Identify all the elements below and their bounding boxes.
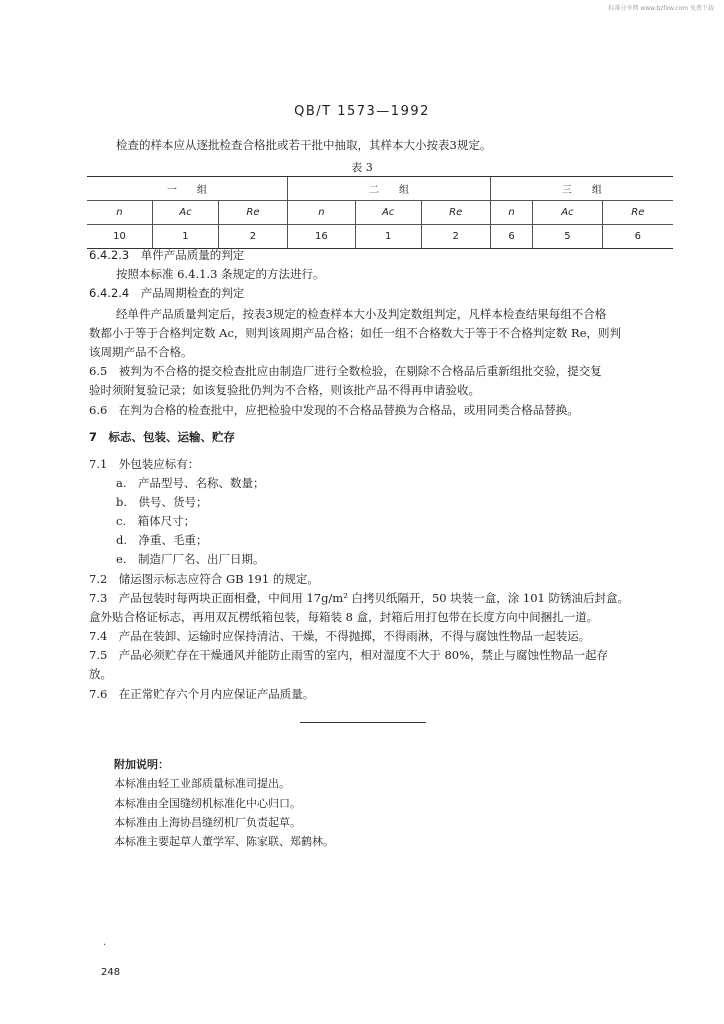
paragraph-line: 盒外贴合格证标志，再用双瓦楞纸箱包装，每箱装 8 盒，封箱后用打包带在长度方向中间捆扎一道。 <box>89 610 599 624</box>
table-cell: Re <box>218 201 287 225</box>
margin-mark: · <box>103 940 107 951</box>
table-cell: 2 <box>421 225 490 249</box>
table-cell: 10 <box>87 225 152 249</box>
note-line: 本标准由轻工业部质量标准司提出。 <box>114 777 290 790</box>
group-2-header: 二 组 <box>288 177 491 201</box>
paragraph-line: 该周期产品不合格。 <box>89 345 193 359</box>
list-item: e. 制造厂厂名、出厂日期。 <box>116 552 265 566</box>
additional-notes-heading: 附加说明： <box>114 758 169 771</box>
section-7-1-paragraph: 7.1 外包装应标有： <box>89 457 200 471</box>
table-cell: 16 <box>288 225 356 249</box>
section-6-5-paragraph: 6.5 被判为不合格的提交检查批应由制造厂进行全数检验，在剔除不合格品后重新组批交验，提交复 <box>89 364 602 378</box>
paragraph-line: 验时须附复验记录；如该复验批仍判为不合格，则该批产品不得再申请验收。 <box>89 383 480 397</box>
list-item: a. 产品型号、名称、数量； <box>116 476 265 490</box>
section-7-heading: 7 标志、包装、运输、贮存 <box>89 430 236 444</box>
group-1-header: 一 组 <box>87 177 288 201</box>
table-cell: 6 <box>490 225 532 249</box>
table-subheader-row <box>87 201 673 225</box>
page-number: 248 <box>101 967 121 978</box>
document-header: QB/T 1573—1992 <box>294 104 430 119</box>
section-7-3-paragraph: 7.3 产品包装时每两块正面相叠，中间用 17g/m² 白拷贝纸隔开，50 块装一盒，涂 101 防锈油后封盒。 <box>89 591 630 605</box>
paragraph-line: 数都小于等于合格判定数 Ac，则判该周期产品合格；如任一组不合格数大于等于不合格判定数 Re，则判 <box>89 326 622 340</box>
paragraph-line: 放。 <box>89 667 112 681</box>
section-7-6-paragraph: 7.6 在正常贮存六个月内应保证产品质量。 <box>89 687 315 701</box>
note-line: 本标准由全国缝纫机标准化中心归口。 <box>114 797 301 810</box>
table-cell: n <box>288 201 356 225</box>
table-cell: Re <box>421 201 490 225</box>
table-cell: Re <box>602 201 673 225</box>
table-cell: 2 <box>218 225 287 249</box>
table-cell: Ac <box>355 201 421 225</box>
list-item: c. 箱体尺寸； <box>116 514 196 528</box>
divider-line <box>300 722 426 723</box>
intro-paragraph: 检查的样本应从逐批检查合格批或若干批中抽取，其样本大小按表3规定。 <box>116 138 492 152</box>
paragraph-line: 经单件产品质量判定后，按表3规定的检查样本大小及判定数组判定，凡样本检查结果每组不合格 <box>116 307 607 321</box>
table-cell: n <box>87 201 152 225</box>
table-cell: 5 <box>533 225 602 249</box>
section-6-6-paragraph: 6.6 在判为合格的检查批中，应把检验中发现的不合格品替换为合格品，或用同类合格品替换。 <box>89 403 579 417</box>
table-cell: 1 <box>152 225 218 249</box>
table-cell: Ac <box>152 201 218 225</box>
note-line: 本标准由上海协昌缝纫机厂负责起草。 <box>114 816 301 829</box>
sample-table <box>87 176 673 249</box>
section-7-2-paragraph: 7.2 储运图示标志应符合 GB 191 的规定。 <box>89 572 319 586</box>
watermark: 标准分享网 www.bzfxw.com 免费下载 <box>608 5 714 12</box>
table-title: 表 3 <box>351 161 373 174</box>
paragraph-line: 按照本标准 6.4.1.3 条规定的方法进行。 <box>116 267 325 281</box>
table-value-row <box>87 225 673 249</box>
list-item: b. 供号、货号； <box>116 495 208 509</box>
group-3-header: 三 组 <box>490 177 673 201</box>
list-item: d. 净重、毛重； <box>116 533 208 547</box>
note-line: 本标准主要起草人董学军、陈家联、郑鹤林。 <box>114 835 334 848</box>
section-6-4-2-4-heading: 6.4.2.4 产品周期检查的判定 <box>89 286 245 300</box>
table-cell: 6 <box>602 225 673 249</box>
table-cell: Ac <box>533 201 602 225</box>
table-cell: 1 <box>355 225 421 249</box>
table-group-row <box>87 177 673 201</box>
table-cell: n <box>490 201 532 225</box>
section-7-4-paragraph: 7.4 产品在装卸、运输时应保持清洁、干燥，不得抛掷，不得雨淋，不得与腐蚀性物品一起装运。 <box>89 629 591 643</box>
section-7-5-paragraph: 7.5 产品必须贮存在干燥通风并能防止雨雪的室内，相对湿度不大于 80%，禁止与腐蚀性物品一起存 <box>89 648 608 662</box>
section-6-4-2-3-heading: 6.4.2.3 单件产品质量的判定 <box>89 248 245 262</box>
